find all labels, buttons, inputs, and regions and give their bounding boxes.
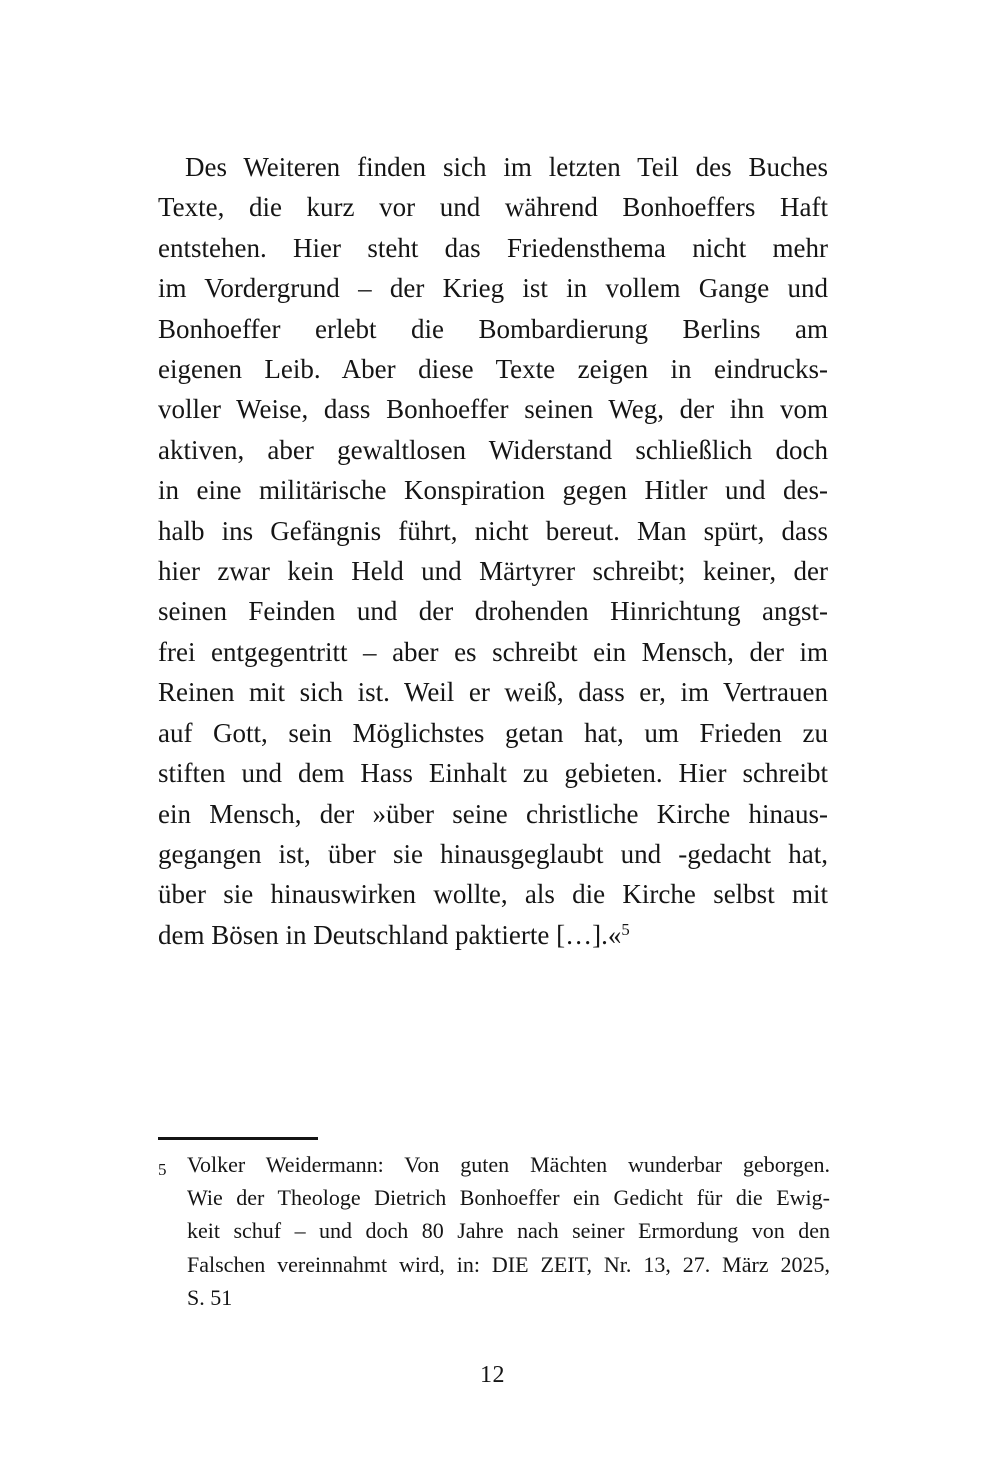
text-line: Falschen vereinnahmt wird, in: DIE ZEIT, Nr. 13, 27. März 2025, xyxy=(187,1251,830,1277)
text-line: Wie der Theologe Dietrich Bonhoeffer ein Gedicht für die Ewig- xyxy=(187,1185,830,1211)
body-paragraph xyxy=(158,147,828,955)
text-line: eigenen Leib. Aber diese Texte zeigen in eindrucks- xyxy=(158,354,828,385)
text-line: halb ins Gefängnis führt, nicht bereut. Man spürt, dass xyxy=(158,515,828,546)
text-line: seinen Feinden und der drohenden Hinrichtung angst- xyxy=(158,596,828,627)
footnote-marker: 5 xyxy=(158,1160,167,1179)
page-number: 12 xyxy=(480,1362,505,1388)
text-line: in eine militärische Konspiration gegen Hitler und des- xyxy=(158,475,828,506)
text-line: stiften und dem Hass Einhalt zu gebieten. Hier schreibt xyxy=(158,758,828,789)
text-line: auf Gott, sein Möglichstes getan hat, um Frieden zu xyxy=(158,717,828,748)
text-line: Texte, die kurz vor und während Bonhoeffers Haft xyxy=(158,192,828,223)
text-line: im Vordergrund – der Krieg ist in vollem Gange und xyxy=(158,273,828,304)
footnote xyxy=(158,1148,830,1314)
text-line: gegangen ist, über sie hinausgeglaubt und -gedacht hat, xyxy=(158,838,828,869)
text-line: entstehen. Hier steht das Friedensthema nicht mehr xyxy=(158,232,828,263)
text-line: dem Bösen in Deutschland paktierte […].«$^5$ xyxy=(158,919,630,950)
footnote-reference: 5 xyxy=(621,920,630,940)
text-line: frei entgegentritt – aber es schreibt ein Mensch, der im xyxy=(158,636,828,667)
footnote-separator-rule xyxy=(158,1137,318,1140)
text-line: hier zwar kein Held und Märtyrer schreibt; keiner, der xyxy=(158,556,828,587)
text-line: Bonhoeffer erlebt die Bombardierung Berlins am xyxy=(158,313,828,344)
text-line: Des Weiteren finden sich im letzten Teil des Buches xyxy=(185,152,828,182)
text-line: Volker Weidermann: Von guten Mächten wunderbar geborgen. xyxy=(187,1152,830,1177)
text-line: Reinen mit sich ist. Weil er weiß, dass er, im Vertrauen xyxy=(158,677,828,708)
text-line: ein Mensch, der »über seine christliche Kirche hinaus- xyxy=(158,798,828,829)
footnote-text xyxy=(187,1148,830,1314)
text-line: voller Weise, dass Bonhoeffer seinen Weg, der ihn vom xyxy=(158,394,828,425)
text-line: aktiven, aber gewaltlosen Widerstand schließlich doch xyxy=(158,434,828,465)
text-line: S. 51 xyxy=(187,1284,233,1310)
text-line: über sie hinauswirken wollte, als die Kirche selbst mit xyxy=(158,879,828,910)
text-line: keit schuf – und doch 80 Jahre nach seiner Ermordung von den xyxy=(187,1218,830,1244)
